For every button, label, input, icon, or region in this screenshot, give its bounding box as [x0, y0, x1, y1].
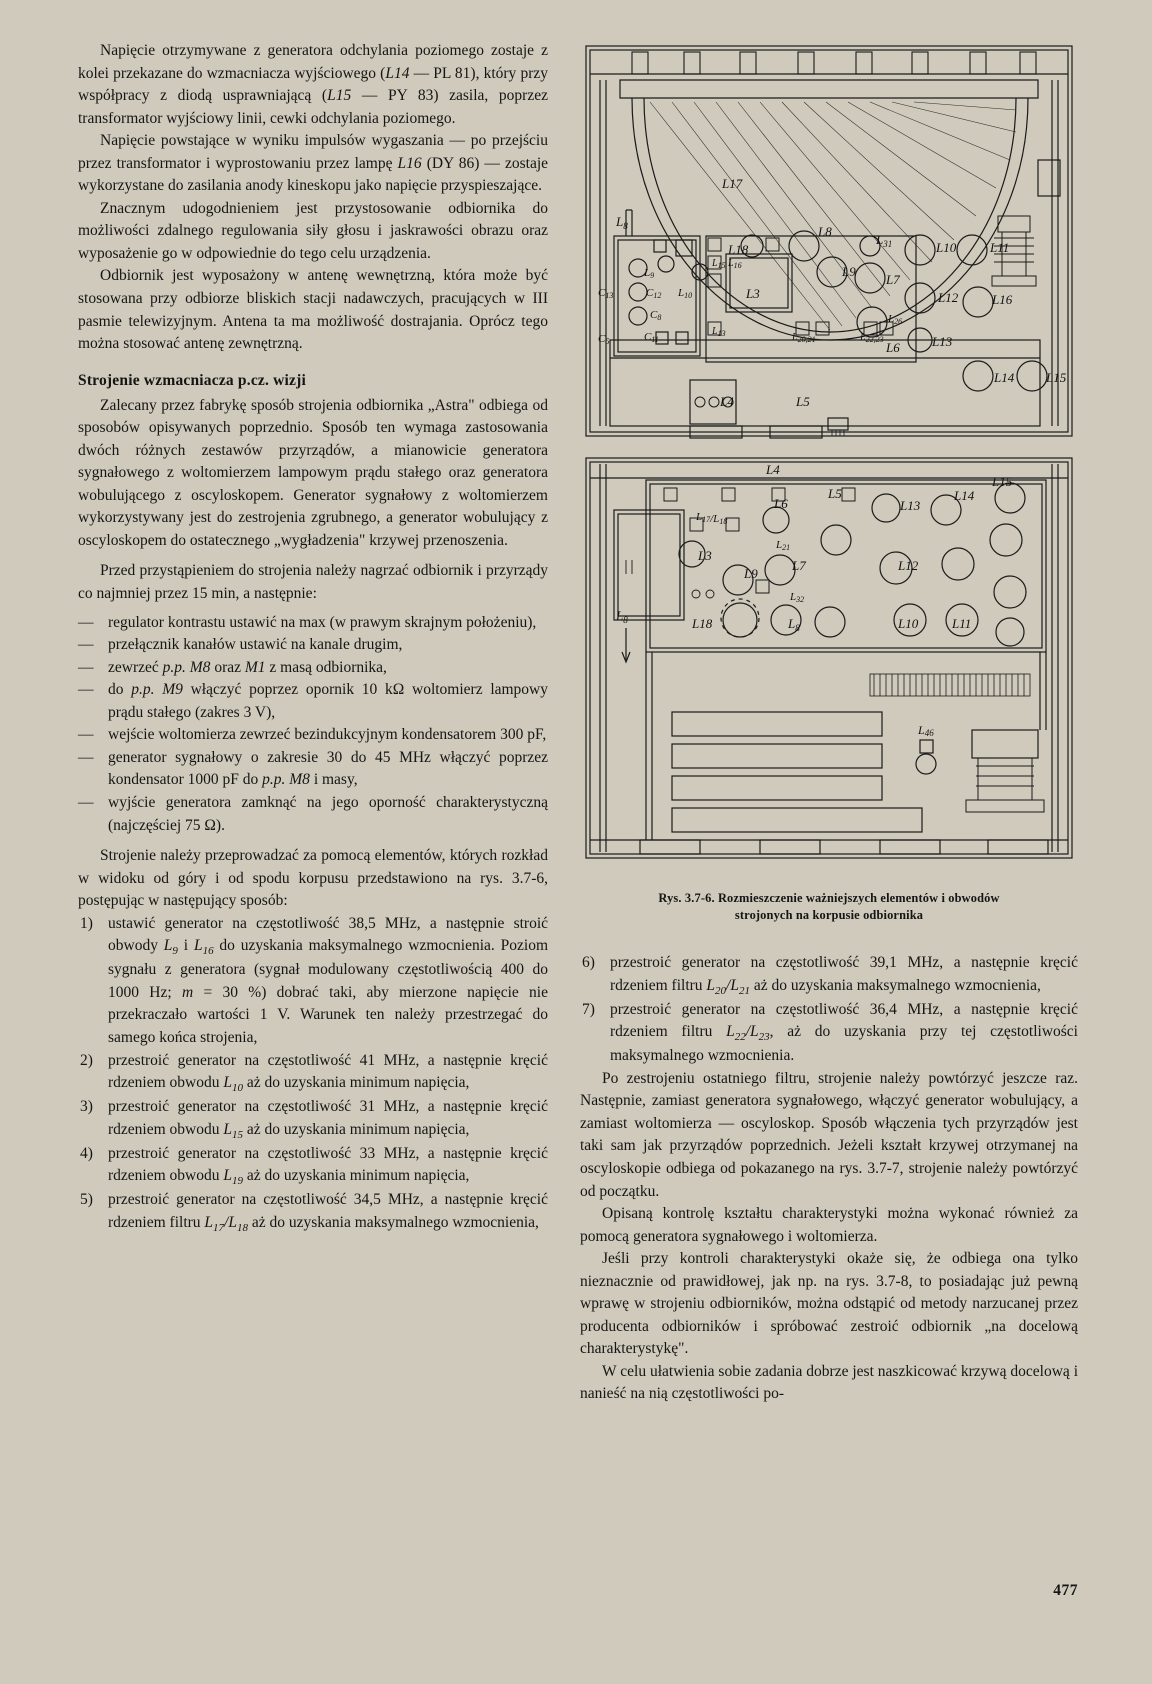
svg-text:L31: $L_{31}$	[876, 232, 893, 249]
figure-column	[580, 40, 1078, 923]
svg-text:C12: C12	[646, 287, 662, 300]
svg-text:L6: L6	[886, 340, 900, 355]
numbered-list-continued	[580, 952, 1078, 1068]
list-item: — zewrzeć p.p. M8 oraz M1 z masą odbiornika,	[78, 658, 387, 676]
svg-text:L8: $L_8$	[616, 608, 628, 625]
figure-caption-line1: Rozmieszczenie ważniejszych elementów i obwodów	[717, 891, 1000, 905]
svg-text:C5: C5	[598, 333, 610, 346]
list-item: 6) przestroić generator na częstotliwość 39,1 MHz, a następnie kręcić rdzeniem filtru $L_{20}/L_{21}$ aż do uzyskania maksymalnego wzmocnienia,	[582, 954, 1078, 997]
svg-text:L14: L14	[954, 488, 975, 503]
list-item: 1) ustawić generator na częstotliwość 38,5 MHz, a następnie stroić obwody $L_9$ i $L_{16}$ do uzyskania maksymalnego wzmocnienia. Poziom sygnału z generatora (sygnał modulowany częstotliwością 400 do 1000 Hz; m = 30 %) dobrać taki, aby mierzone napięcie nie przekraczało wartości 1 V. Warunek ten należy przestrzegać do samego końca strojenia,	[80, 914, 548, 1046]
list-item: 4) przestroić generator na częstotliwość 33 MHz, a następnie kręcić rdzeniem obwodu $L_{19}$ aż do uzyskania minimum napięcia,	[80, 1144, 548, 1188]
figure-caption-label: Rys. 3.7-6.	[658, 891, 715, 905]
svg-text:L7: L7	[886, 272, 900, 287]
svg-text:L15: L15	[1046, 370, 1067, 385]
svg-text:L11: L11	[990, 240, 1010, 255]
svg-text:L16: $L_{16}$	[728, 258, 742, 270]
svg-text:L7: L7	[792, 558, 806, 573]
chassis-layout-diagram	[580, 40, 1078, 880]
figure-caption-line2: strojonych na korpusie odbiornika	[734, 907, 924, 922]
figure-caption	[580, 890, 1078, 923]
svg-text:L5: L5	[828, 486, 842, 501]
svg-text:L4: L4	[720, 394, 734, 409]
svg-text:L9: L9	[644, 267, 655, 280]
svg-text:L13: $L_{13}$	[712, 326, 726, 338]
paragraph: Przed przystąpieniem do strojenia należy nagrzać odbiornik i przyrządy co najmniej przez 15 min, a następnie:	[78, 562, 548, 603]
svg-text:L3: L3	[698, 548, 712, 563]
figure-3-7-6	[580, 40, 1078, 923]
svg-text:L26: L26	[888, 313, 903, 326]
svg-text:L18: L18	[728, 242, 749, 257]
paragraph: Odbiornik jest wyposażony w antenę wewnętrzną, która może być stosowana przy odbiorze bliskich stacji nadawczych, pracujących w III pasmie telewizyjnym. Antena ta ma możliwość dostrajania. Oprócz tego można stosować antenę zewnętrzną.	[78, 267, 548, 353]
list-item: 2) przestroić generator na częstotliwość 41 MHz, a następnie kręcić rdzeniem obwodu $L_{10}$ aż do uzyskania minimum napięcia,	[80, 1051, 548, 1095]
paragraph: Opisaną kontrolę kształtu charakterystyki można wykonać również za pomocą generatora sygnałowego i woltomierza.	[580, 1205, 1078, 1245]
svg-text:C13: C13	[598, 287, 614, 300]
left-text-column	[78, 40, 548, 1236]
svg-text:L46: L46	[918, 723, 934, 738]
svg-text:L17/L18: L17/L18	[696, 511, 728, 526]
svg-text:L12: L12	[938, 290, 959, 305]
svg-text:L22,23: $L_{22,23}$	[860, 332, 884, 344]
paragraph: Jeśli przy kontroli charakterystyki okaże się, że odbiega ona tylko nieznacznie od prawidłowej, jak np. na rys. 3.7-8, to posiadając już pewną wprawę w strojeniu odbiorników, można odstąpić od metody narzucanej przez producenta odbiorników i spróbować zestroić odbiornik „na docelową charakterystykę".	[580, 1250, 1078, 1358]
list-item: — wyjście generatora zamknąć na jego oporność charakterystyczną (najczęściej 75 Ω).	[78, 793, 548, 834]
paragraph: Strojenie należy przeprowadzać za pomocą elementów, których rozkład w widoku od góry i od spodu korpusu przedstawiono na rys. 3.7-6, postępując w następujący sposób:	[78, 847, 548, 910]
list-item: — przełącznik kanałów ustawić na kanale drugim,	[78, 636, 403, 654]
svg-text:C11: C11	[644, 331, 659, 344]
paragraph: W celu ułatwienia sobie zadania dobrze jest naszkicować krzywą docelową i nanieść na nią częstotliwości po-	[580, 1362, 1078, 1403]
svg-text:L4: L4	[766, 462, 780, 477]
paragraph: Zalecany przez fabrykę sposób strojenia odbiornika „Astra" odbiega od sposobów opisywanych poprzednio. Sposób ten wymaga zastosowania dwóch różnych zestawów przyrządów, a mianowicie generatora sygnałowego z woltomierzem lampowym prądu stałego oraz generatora wobulującego z oscyloskopem. Generator sygnałowy z woltomierzem wykorzystywany jest do zestrojenia zgrubnego, a generator wobulujący z oscyloskopem do ostatecznego „wygładzenia" krzywej przenoszenia.	[78, 396, 548, 549]
svg-text:L6: L6	[774, 496, 788, 511]
svg-text:L9: L9	[842, 264, 856, 279]
list-item: 5) przestroić generator na częstotliwość 34,5 MHz, a następnie kręcić rdzeniem filtru $L_{17}/L_{18}$ aż do uzyskania maksymalnego wzmocnienia,	[80, 1191, 548, 1235]
page-number: 477	[1053, 1582, 1078, 1599]
svg-text:L13: L13	[900, 498, 921, 513]
svg-text:L18: L18	[692, 616, 713, 631]
svg-text:L8: L8	[818, 224, 832, 239]
svg-text:L8: $L_8$	[788, 616, 800, 633]
svg-text:L10: L10	[898, 616, 919, 631]
svg-text:C8: C8	[650, 309, 662, 322]
section-heading: Strojenie wzmacniacza p.cz. wizji	[78, 371, 306, 389]
svg-text:L9: L9	[744, 566, 758, 581]
list-item: 3) przestroić generator na częstotliwość 31 MHz, a następnie kręcić rdzeniem obwodu $L_{15}$ aż do uzyskania minimum napięcia,	[80, 1098, 548, 1141]
svg-text:L17: L17	[722, 176, 743, 191]
dash-list	[78, 612, 548, 837]
list-item: 7) przestroić generator na częstotliwość 36,4 MHz, a następnie kręcić rdzeniem filtru $L_{22}/L_{23}$, aż do uzyskania przy tej częstotliwości maksymalnego wzmocnienia.	[582, 1000, 1078, 1065]
right-text-column	[580, 952, 1078, 1406]
svg-text:L10: L10	[936, 240, 957, 255]
svg-text:L21: L21	[776, 539, 791, 552]
svg-text:L11: L11	[952, 616, 972, 631]
svg-text:L5: L5	[796, 394, 810, 409]
svg-text:L16: L16	[992, 292, 1013, 307]
svg-text:L8: $L_8$	[616, 214, 628, 231]
paragraph: Napięcie powstające w wyniku impulsów wygaszania — po przejściu przez transformator i wyprostowaniu przez lampę L16 (DY 86) — zostaje wykorzystane do zasilania anody kineskopu jako napięcie przyspieszające.	[78, 132, 549, 195]
list-item: — generator sygnałowy o zakresie 30 do 45 MHz włączyć poprzez kondensator 1000 pF do p.p. M8 i masy,	[78, 748, 548, 789]
svg-text:L15: L15	[992, 474, 1013, 489]
svg-text:L13: L13	[932, 334, 953, 349]
paragraph: Napięcie otrzymywane z generatora odchylania poziomego zostaje z kolei przekazane do wzmacniacza wyjściowego (L14 — PL 81), który przy współpracy z diodą usprawniającą (L15 — PY 83) zasila, poprzez transformator wyjściowy linii, cewki odchylania poziomego.	[78, 42, 548, 127]
svg-text:L12: L12	[898, 558, 919, 573]
list-item: — do p.p. M9 włączyć poprzez opornik 10 kΩ woltomierz lampowy prądu stałego (zakres 3 V),	[78, 681, 549, 721]
svg-text:L32: L32	[790, 591, 805, 604]
svg-text:L10: L10	[678, 287, 693, 300]
svg-text:L20,21: $L_{20,21}$	[792, 332, 816, 344]
svg-text:L14: L14	[994, 370, 1015, 385]
numbered-list	[78, 913, 548, 1236]
svg-text:L3: L3	[746, 286, 760, 301]
paragraph: Znacznym udogodnieniem jest przystosowanie odbiornika do możliwości zdalnego regulowania siły głosu i jaskrawości obrazu oraz wyposażenie go w odpowiednie do tego celu urządzenia.	[78, 199, 548, 262]
list-item: — wejście woltomierza zewrzeć bezindukcyjnym kondensatorem 300 pF,	[78, 726, 547, 744]
svg-text:L15: $L_{15}$	[712, 258, 726, 270]
paragraph: Po zestrojeniu ostatniego filtru, strojenie należy powtórzyć jeszcze raz. Następnie, zamiast generatora sygnałowego, włączyć generator wobulujący, a zamiast woltomierza — oscyloskop. Sposób włączenia tych przyrządów jest taki sam jak przyrządów poprzednich. Jeżeli kształt krzywej otrzymanej na oscyloskopie odbiega od pokazanego na rys. 3.7-7, strojenie należy powtórzyć od początku.	[580, 1069, 1078, 1200]
list-item: — regulator kontrastu ustawić na max (w prawym skrajnym położeniu),	[78, 613, 537, 631]
